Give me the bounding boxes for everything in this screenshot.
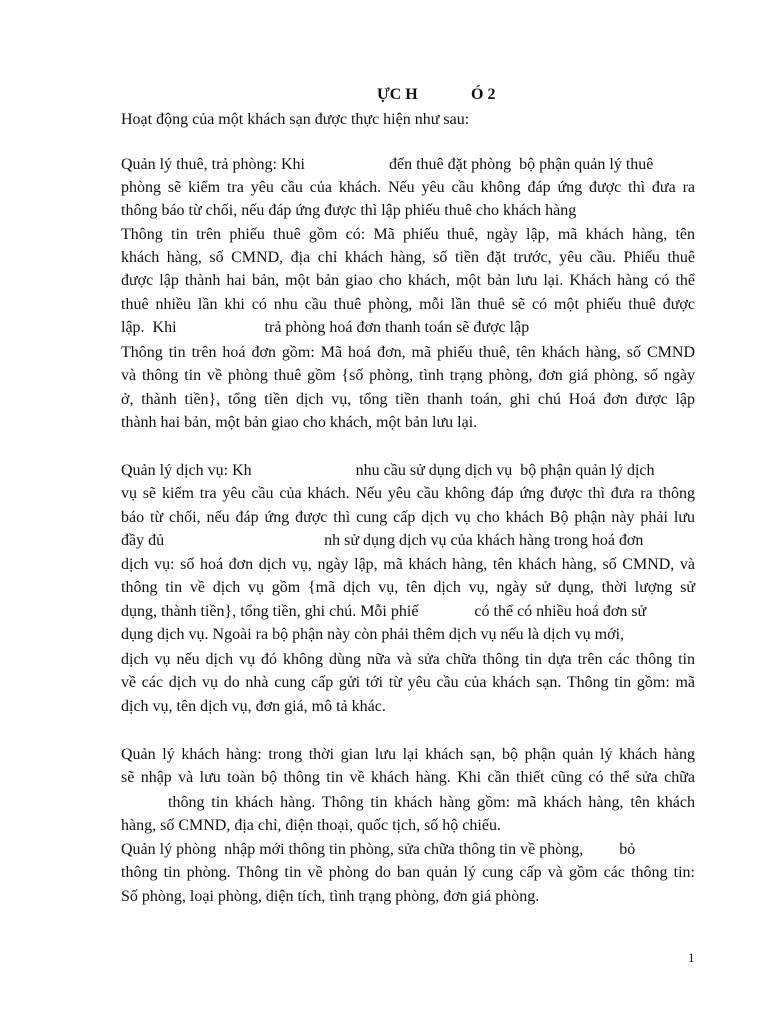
paragraph-line: Quản lý phòng nhập mới thông tin phòng, sửa chữa thông tin về phòng, bỏ	[121, 841, 636, 858]
paragraph-line: và thông tin về phòng thuê gồm {số phòng, tình trạng phòng, đơn giá phòng, số ngày	[121, 367, 695, 384]
paragraph-line: khách hàng, số CMND, địa chỉ khách hàng, số tiền đặt trước, yêu cầu. Phiếu thuê	[121, 249, 695, 266]
paragraph-line: dịch vụ nếu dịch vụ đó không dùng nữa và sửa chữa thông tin dựa trên các thông tin	[121, 651, 695, 668]
paragraph-line: thông báo từ chối, nếu đáp ứng được thì lập phiếu thuê cho khách hàng	[121, 202, 577, 219]
paragraph-line: thuê nhiều lần khi có nhu cầu thuê phòng, mỗi lần thuê sẽ có một phiếu thuê được	[121, 296, 695, 313]
title-part-2: Ó 2	[471, 86, 496, 103]
paragraph-line: thông tin phòng. Thông tin về phòng do ban quản lý cung cấp và gồm các thông tin:	[121, 864, 695, 881]
paragraph-line: Quản lý thuê, trả phòng: Khi đến thuê đặt phòng bộ phận quản lý thuê	[121, 156, 654, 173]
paragraph-line: ở, thành tiền}, tổng tiền dịch vụ, tổng tiền thanh toán, ghi chú Hoá đơn được lập	[121, 391, 695, 408]
paragraph-line: báo từ chối, nếu đáp ứng được thì cung cấp dịch vụ cho khách Bộ phận này phải lưu	[121, 509, 695, 526]
paragraph-line: dụng, thành tiền}, tổng tiền, ghi chú. Mỗi phiế có thể có nhiều hoá đơn sử	[121, 603, 647, 620]
paragraph-line: dịch vụ: số hoá đơn dịch vụ, ngày lập, mã khách hàng, tên khách hàng, số CMND, và	[121, 556, 695, 573]
page-number: 1	[688, 950, 695, 965]
paragraph-line: Quản lý khách hàng: trong thời gian lưu lại khách sạn, bộ phận quản lý khách hàng	[121, 746, 695, 763]
paragraph-line: dụng dịch vụ. Ngoài ra bộ phận này còn phải thêm dịch vụ nếu là dịch vụ mới,	[121, 626, 625, 643]
paragraph-line: về các dịch vụ do nhà cung cấp gửi tới từ yêu cầu của khách sạn. Thông tin gồm: mã	[121, 674, 695, 691]
paragraph-line: Thông tin trên phiếu thuê gồm có: Mã phiếu thuê, ngày lập, mã khách hàng, tên	[121, 226, 695, 243]
paragraph-line: lập. Khi trả phòng hoá đơn thanh toán sẽ được lập	[121, 319, 530, 336]
title-part-1: ỰC H	[377, 86, 418, 103]
paragraph-line: vụ sẽ kiểm tra yêu cầu của khách. Nếu yêu cầu không đáp ứng được thì đưa ra thông	[121, 485, 695, 502]
paragraph-line: sẽ nhập và lưu toàn bộ thông tin về khách hàng. Khi cần thiết cũng có thể sửa chữa	[121, 769, 695, 786]
paragraph-line: dịch vụ, tên dịch vụ, đơn giá, mô tả khác.	[121, 698, 386, 715]
paragraph-line: đầy đủ nh sử dụng dịch vụ của khách hàng trong hoá đơn	[121, 532, 644, 549]
paragraph-line: Thông tin trên hoá đơn gồm: Mã hoá đơn, mã phiếu thuê, tên khách hàng, số CMND	[121, 344, 695, 361]
paragraph-line: phòng sẽ kiểm tra yêu cầu của khách. Nếu yêu cầu không đáp ứng được thì đưa ra	[121, 179, 695, 196]
paragraph-line: thông tin khách hàng. Thông tin khách hàng gồm: mã khách hàng, tên khách	[168, 794, 695, 811]
paragraph-line: thông tin về dịch vụ gồm {mã dịch vụ, tên dịch vụ, ngày sử dụng, thời lượng sử	[121, 579, 695, 596]
paragraph-line: Số phòng, loại phòng, diện tích, tình trạng phòng, đơn giá phòng.	[121, 888, 540, 905]
paragraph-line: được lập thành hai bản, một bản giao cho khách, một bản lưu lại. Khách hàng có thể	[121, 272, 695, 289]
intro-line: Hoạt động của một khách sạn được thực hiện như sau:	[121, 111, 470, 128]
paragraph-line: Quản lý dịch vụ: Kh nhu cầu sử dụng dịch vụ bộ phận quản lý dịch	[121, 462, 655, 479]
paragraph-line: thành hai bản, một bản giao cho khách, một bản lưu lại.	[121, 414, 478, 431]
paragraph-line: hàng, số CMND, địa chỉ, điện thoại, quốc tịch, số hộ chiếu.	[121, 817, 501, 834]
